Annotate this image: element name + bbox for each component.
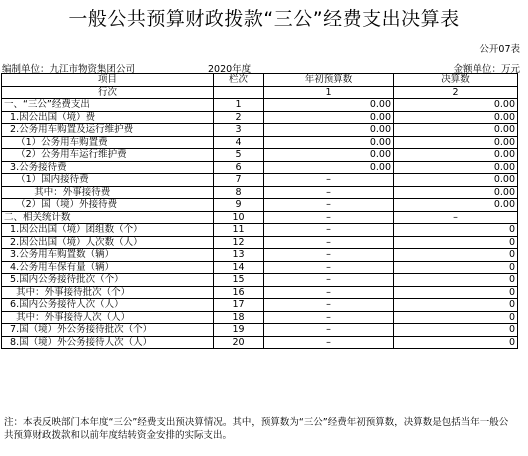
row-item: 其中：外事接待批次（个） [2, 286, 214, 299]
org-label: 编制单位：九江市物资集团公司 [2, 64, 136, 75]
table-row [2, 174, 518, 187]
row-final: 0.00 [394, 174, 518, 187]
row-final: 0.00 [394, 186, 518, 199]
table-row [2, 324, 518, 337]
row-budget: – [264, 274, 394, 287]
row-budget: – [264, 224, 394, 237]
table-row [2, 299, 518, 312]
row-final: 0 [394, 324, 518, 337]
table-row [2, 186, 518, 199]
table-row [2, 336, 518, 349]
row-budget: – [264, 261, 394, 274]
expense-table [1, 73, 518, 349]
header-budget: 年初预算数 [264, 74, 394, 87]
row-item: 二、相关统计数 [2, 211, 214, 224]
row-seq: 14 [214, 261, 264, 274]
row-seq: 1 [214, 99, 264, 112]
row-item: （1）国内接待费 [2, 174, 214, 187]
row-seq: 3 [214, 124, 264, 137]
row-item: 其中：外事接待人次（人） [2, 311, 214, 324]
row-seq: 5 [214, 149, 264, 162]
table-row [2, 274, 518, 287]
row-budget: – [264, 286, 394, 299]
row-item: 1.因公出国（境）团组数（个） [2, 224, 214, 237]
row-final: 0.00 [394, 161, 518, 174]
row-seq: 15 [214, 274, 264, 287]
row-budget: 0.00 [264, 99, 394, 112]
row-item: 5.国内公务接待批次（个） [2, 274, 214, 287]
row-budget: – [264, 324, 394, 337]
row-final: 0 [394, 286, 518, 299]
row-item: （2）国（境）外接待费 [2, 199, 214, 212]
row-item: 3.公务接待费 [2, 161, 214, 174]
table-row [2, 311, 518, 324]
sub-header-final: 2 [394, 86, 518, 99]
row-final: 0 [394, 274, 518, 287]
row-final: 0.00 [394, 199, 518, 212]
row-item: 2.公务用车购置及运行维护费 [2, 124, 214, 137]
row-budget: – [264, 186, 394, 199]
table-row [2, 224, 518, 237]
table-row [2, 236, 518, 249]
row-item: （2）公务用车运行维护费 [2, 149, 214, 162]
row-budget: 0.00 [264, 136, 394, 149]
row-seq: 12 [214, 236, 264, 249]
table-row [2, 261, 518, 274]
row-budget: 0.00 [264, 161, 394, 174]
header-row [2, 74, 518, 87]
row-seq: 10 [214, 211, 264, 224]
page-title: 一般公共预算财政拨款“三公”经费支出决算表 [68, 8, 460, 30]
row-final: 0 [394, 249, 518, 262]
table-row [2, 99, 518, 112]
table-code: 公开07表 [479, 44, 520, 55]
sub-header-item: 行次 [2, 86, 214, 99]
row-budget: – [264, 336, 394, 349]
unit-label: 金额单位：万元 [453, 64, 520, 75]
row-item: 一、“三公”经费支出 [2, 99, 214, 112]
year-label: 2020年度 [208, 64, 252, 75]
row-seq: 6 [214, 161, 264, 174]
row-item: 其中：外事接待费 [2, 186, 214, 199]
row-final: – [394, 211, 518, 224]
table-row [2, 286, 518, 299]
row-budget: 0.00 [264, 124, 394, 137]
row-budget: – [264, 174, 394, 187]
row-final: 0.00 [394, 111, 518, 124]
row-budget: – [264, 299, 394, 312]
row-final: 0 [394, 311, 518, 324]
header-final: 决算数 [394, 74, 518, 87]
table-row [2, 149, 518, 162]
row-item: 3.公务用车购置数（辆） [2, 249, 214, 262]
row-final: 0.00 [394, 149, 518, 162]
header-seq: 栏次 [214, 74, 264, 87]
row-seq: 17 [214, 299, 264, 312]
row-seq: 9 [214, 199, 264, 212]
row-item: 1.因公出国（境）费 [2, 111, 214, 124]
table-row [2, 136, 518, 149]
header-item: 项目 [2, 74, 214, 87]
row-seq: 18 [214, 311, 264, 324]
row-item: 2.因公出国（境）人次数（人） [2, 236, 214, 249]
row-item: （1）公务用车购置费 [2, 136, 214, 149]
footnote: 注：本表反映部门本年度“三公”经费支出预决算情况。其中，预算数为“三公”经费年初预算数，决算数是包括当年一般公共预算财政拨款和以前年度结转资金安排的实际支出。 [4, 417, 509, 441]
sub-header-row [2, 86, 518, 99]
row-final: 0 [394, 261, 518, 274]
row-final: 0 [394, 236, 518, 249]
row-seq: 8 [214, 186, 264, 199]
row-seq: 19 [214, 324, 264, 337]
row-seq: 16 [214, 286, 264, 299]
row-seq: 7 [214, 174, 264, 187]
row-seq: 4 [214, 136, 264, 149]
row-final: 0.00 [394, 99, 518, 112]
row-budget: – [264, 199, 394, 212]
table-row [2, 161, 518, 174]
table-row [2, 124, 518, 137]
row-budget: – [264, 311, 394, 324]
row-final: 0 [394, 224, 518, 237]
row-budget: 0.00 [264, 149, 394, 162]
table-row [2, 249, 518, 262]
row-budget: – [264, 249, 394, 262]
row-seq: 20 [214, 336, 264, 349]
row-final: 0 [394, 336, 518, 349]
row-seq: 2 [214, 111, 264, 124]
row-seq: 13 [214, 249, 264, 262]
row-final: 0.00 [394, 124, 518, 137]
row-final: 0.00 [394, 136, 518, 149]
row-budget: – [264, 236, 394, 249]
table-row [2, 111, 518, 124]
table-row [2, 211, 518, 224]
row-budget: 0.00 [264, 111, 394, 124]
sub-header-seq [214, 86, 264, 99]
row-item: 7.国（境）外公务接待批次（个） [2, 324, 214, 337]
sub-header-budget: 1 [264, 86, 394, 99]
row-budget: – [264, 211, 394, 224]
row-item: 4.公务用车保有量（辆） [2, 261, 214, 274]
row-seq: 11 [214, 224, 264, 237]
row-item: 8.国（境）外公务接待人次（人） [2, 336, 214, 349]
row-item: 6.国内公务接待人次（人） [2, 299, 214, 312]
row-final: 0 [394, 299, 518, 312]
table-row [2, 199, 518, 212]
